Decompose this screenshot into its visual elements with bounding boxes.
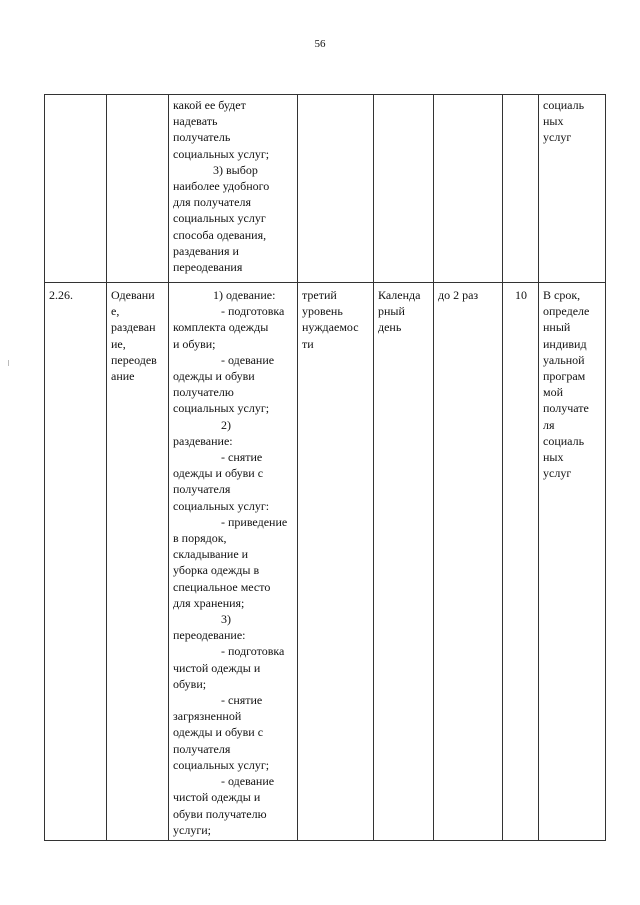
table-row xyxy=(45,283,606,841)
text-line: чистой одежды и xyxy=(173,790,261,805)
text-line: определе xyxy=(543,304,590,319)
text-line: мой xyxy=(543,385,564,400)
text-line: услуги; xyxy=(173,822,211,837)
row1-unit-cell xyxy=(374,95,434,283)
text-line: нуждаемос xyxy=(302,320,359,335)
row2-content-lines xyxy=(173,287,294,838)
text-line: одежды и обуви xyxy=(173,369,255,384)
text-line: обуви; xyxy=(173,676,207,691)
text-line: услуг xyxy=(543,130,572,145)
row1-content-cell xyxy=(169,95,298,283)
text-line: одежды и обуви с xyxy=(173,725,264,740)
row2-term-cell xyxy=(539,283,606,841)
text-line: надевать xyxy=(173,114,218,129)
text-line: социальных услуг; xyxy=(173,757,270,772)
row1-frequency-cell xyxy=(434,95,503,283)
row1-content-lines xyxy=(173,97,294,275)
row1-level-cell xyxy=(298,95,374,283)
text-line: получателя xyxy=(173,482,231,497)
text-line: социаль xyxy=(543,98,585,112)
text-line: социальных услуг; xyxy=(173,401,270,416)
text-line: ных xyxy=(543,114,564,129)
text-line: комплекта одежды xyxy=(173,320,269,335)
text-line: для хранения; xyxy=(173,595,245,610)
text-line: раздевания и xyxy=(173,243,239,258)
text-line: - снятие xyxy=(221,450,263,465)
text-line: Календа xyxy=(378,288,421,302)
row2-unit-lines xyxy=(378,287,430,336)
text-line: уборка одежды в xyxy=(173,563,260,578)
text-line: получателю xyxy=(173,385,234,400)
text-line: получате xyxy=(543,401,589,416)
table-row xyxy=(45,95,606,283)
text-line: ных xyxy=(543,450,564,465)
row2-term-lines xyxy=(543,287,602,481)
row2-number-cell: 2.26. xyxy=(45,283,107,841)
page-number: 56 xyxy=(314,38,326,50)
scan-margin-mark xyxy=(8,360,9,366)
text-line: 2) xyxy=(221,417,231,432)
row2-level-lines xyxy=(302,287,370,352)
text-line: третий xyxy=(302,288,337,302)
text-line: социальных услуг; xyxy=(173,146,270,161)
text-line: переодевание: xyxy=(173,628,246,643)
text-line: получателя xyxy=(173,741,231,756)
text-line: 3) выбор xyxy=(213,162,258,177)
text-line: загрязненной xyxy=(173,709,242,724)
text-line: раздеван xyxy=(111,320,156,335)
row1-service-cell xyxy=(107,95,169,283)
text-line: наиболее удобного xyxy=(173,179,270,194)
text-line: - подготовка xyxy=(221,644,285,659)
row1-term-lines xyxy=(543,97,602,146)
text-line: одежды и обуви с xyxy=(173,466,264,481)
text-line: день xyxy=(378,320,402,335)
text-line: - снятие xyxy=(221,693,263,708)
text-line: - одевание xyxy=(221,774,275,789)
text-line: переодев xyxy=(111,352,157,367)
text-line: ие, xyxy=(111,336,126,351)
text-line: получатель xyxy=(173,130,231,145)
text-line: уровень xyxy=(302,304,343,319)
text-line: 1) одевание: xyxy=(213,288,276,302)
text-line: услуг xyxy=(543,466,572,481)
text-line: нный xyxy=(543,320,571,335)
text-line: - подготовка xyxy=(221,304,285,319)
text-line: раздевание: xyxy=(173,433,233,448)
row1-term-cell xyxy=(539,95,606,283)
text-line: В срок, xyxy=(543,288,581,302)
text-line: социальных услуг xyxy=(173,211,266,226)
text-line: програм xyxy=(543,369,586,384)
text-line: 3) xyxy=(221,612,231,627)
text-line: - приведение xyxy=(221,514,288,529)
row2-content-cell xyxy=(169,283,298,841)
text-line: социаль xyxy=(543,433,585,448)
text-line: е, xyxy=(111,304,120,319)
row2-frequency-cell: до 2 раз xyxy=(434,283,503,841)
row2-unit-cell xyxy=(374,283,434,841)
text-line: в порядок, xyxy=(173,531,227,546)
text-line: способа одевания, xyxy=(173,227,267,242)
text-line: рный xyxy=(378,304,405,319)
row2-service-lines xyxy=(111,287,165,384)
text-line: и обуви; xyxy=(173,336,216,351)
row2-service-cell xyxy=(107,283,169,841)
row1-number-cell xyxy=(45,95,107,283)
text-line: переодевания xyxy=(173,260,243,275)
text-line: для получателя xyxy=(173,195,251,210)
text-line: - одевание xyxy=(221,352,275,367)
text-line: специальное место xyxy=(173,579,271,594)
row1-value-cell xyxy=(503,95,539,283)
text-line: индивид xyxy=(543,336,587,351)
text-line: Одевани xyxy=(111,288,155,302)
services-table xyxy=(44,94,606,841)
text-line: ти xyxy=(302,336,314,351)
text-line: уальной xyxy=(543,352,585,367)
text-line: обуви получателю xyxy=(173,806,267,821)
text-line: какой ее будет xyxy=(173,98,246,112)
text-line: социальных услуг: xyxy=(173,498,270,513)
row2-level-cell xyxy=(298,283,374,841)
text-line: чистой одежды и xyxy=(173,660,261,675)
text-line: ание xyxy=(111,369,135,384)
text-line: ля xyxy=(543,417,555,432)
text-line: складывание и xyxy=(173,547,249,562)
row2-value-cell: 10 xyxy=(503,283,539,841)
